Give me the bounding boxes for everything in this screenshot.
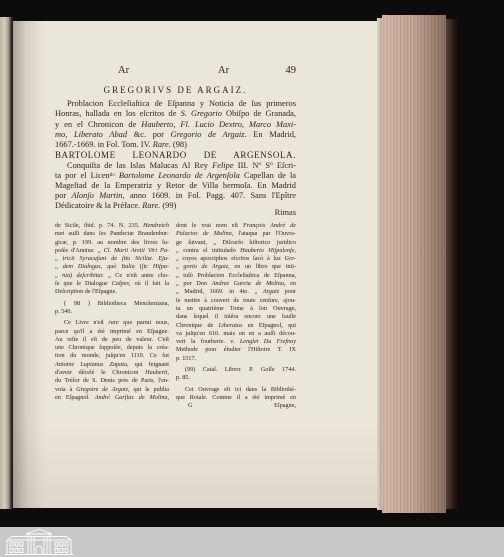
italic-text: nia) deſcribitur. [62, 271, 104, 279]
text-line [55, 255, 169, 263]
roman-text: en [285, 280, 297, 288]
text-line [176, 394, 296, 402]
italic-text: Alonſo Martin, [71, 191, 125, 200]
roman-text: Capellan de la [239, 171, 296, 180]
roman-text: Conquiſta de las Islas Malucas Al Rey [67, 161, 213, 170]
roman-text: Obiſpo de Granada, [221, 109, 296, 119]
text-line [176, 288, 296, 296]
italic-text: Felipe [212, 161, 234, 170]
text-line [176, 330, 296, 338]
paragraph [55, 300, 169, 317]
roman-text: tion du monde, juſqu'en 1119. Ce fut [55, 352, 169, 360]
italic-text: Calpes, [111, 280, 131, 288]
paragraph [55, 319, 169, 402]
text-line [176, 305, 296, 313]
building-logo-icon [4, 528, 74, 556]
text-line [55, 272, 169, 280]
text-line [55, 344, 169, 352]
text-line [176, 313, 296, 321]
roman-text: Ce Livre n'eſt [64, 319, 109, 327]
roman-text: une Chronique ſuppoſée, depuis la créa- [55, 344, 169, 352]
text-line [176, 355, 296, 363]
roman-text: Cet Ouvrage eſt ici dans la Bibliothè- [185, 385, 296, 393]
text-line [55, 230, 169, 238]
italic-text: Lenglet Du Freſnoy [239, 338, 296, 346]
italic-text: tricii Syracuſani de ſitu Siciliæ. Eju- [62, 255, 169, 263]
entry-heading-argaiz: GREGORIVS DE ARGAIZ. [103, 85, 248, 95]
text-line [176, 280, 296, 288]
roman-text: anno 1609. in Fol. Pagg. 407. Sans l'Epître [124, 191, 296, 200]
footer-band [0, 527, 504, 557]
running-head [55, 64, 296, 78]
text-line [176, 297, 296, 305]
catchword-bottom: Eſpagne, [274, 402, 296, 410]
roman-text: pour [279, 288, 296, 296]
running-head-left: Ar [118, 65, 130, 76]
italic-text: Gre- [284, 255, 296, 263]
roman-text: 1667.-1669. in Fol. Tom. IV. [55, 140, 153, 150]
text-line [55, 336, 169, 344]
paragraph [55, 99, 296, 150]
paragraph [176, 366, 296, 383]
roman-text: en Eſpagnol, qui [242, 321, 296, 329]
roman-text: ta un quatrième Tome à ſon Ouvrage, [176, 304, 296, 312]
roman-text: Au reſte il eſt de peu de valeur. C'eſt [55, 335, 169, 343]
roman-text: du Tréſor de S. Denis près de Paris, l'en- [55, 377, 169, 385]
roman-text: parce qu'il a été imprimé en Eſpagne. [55, 327, 169, 335]
roman-text: d'avoir décelé le Chronicon [55, 369, 146, 377]
roman-text: Mageſtad de la Emperatriz y Retor de Villa hermoſa. En Madrid [55, 181, 296, 190]
roman-text: ge ſuivant, „ Diſcurſo hiſtorico juridico [176, 238, 296, 246]
italic-text: gorio de Argaiz, [183, 263, 230, 271]
catchword-rimas: Rimas [274, 208, 296, 217]
italic-text: Hauberto, Fl. Lucio Dextro, Marco Maxi- [141, 119, 296, 129]
roman-text: p. 1517. [176, 354, 197, 362]
text-line [176, 366, 296, 374]
roman-text: où il fait la [130, 280, 170, 288]
italic-text: Rare. [142, 201, 161, 210]
text-line [176, 374, 296, 382]
roman-text: „ Ce n'eſt autre cho- [103, 271, 170, 279]
text-line [55, 109, 296, 119]
roman-text: ſe que le Dialogue [55, 280, 112, 288]
roman-text: (99) [160, 201, 177, 210]
italic-text: dem Dialogus, quò Italia [62, 263, 135, 271]
roman-text: de Sicile, ibid. p. 74. N. 235. [55, 222, 144, 229]
text-line [55, 130, 296, 140]
roman-text: &c. por [127, 129, 171, 139]
text-line [176, 239, 296, 247]
roman-text: „ tulò Problacion Eccleſiaſtica de Eſpanna, [176, 271, 296, 279]
roman-text: Dédicatoire & la Préface. [55, 201, 143, 210]
text-line [55, 239, 169, 247]
roman-text: que Roiale. Comme il a été imprimé en [176, 393, 296, 401]
roman-text: qui feignant [128, 360, 169, 368]
text-line [55, 386, 169, 394]
roman-text: En Madrid, [246, 129, 296, 139]
notes-right-paragraphs [176, 222, 296, 402]
roman-text: „ por Don [176, 280, 212, 288]
text-line [55, 369, 169, 377]
italic-text: Rare. [152, 140, 171, 150]
italic-text: François André de [242, 222, 296, 229]
roman-text: en un libro que inti- [229, 263, 296, 271]
text-line [55, 181, 296, 191]
previous-page-edge [0, 17, 13, 509]
roman-text: (99) Catal. Libror. P. Goſſe 1744. [185, 366, 296, 374]
roman-text: vert la fourberie. v. [176, 338, 240, 346]
signature-line [176, 402, 296, 410]
roman-text: III. Nº Sº Eſcri- [233, 161, 296, 170]
roman-text: ſe mettre à couvert de toute cenſure, ajou- [176, 296, 296, 304]
roman-text: y en el Chronicon de [55, 119, 142, 129]
roman-text: met auſſi dans ſes Pandectæ Brandenbur- [55, 230, 169, 238]
entry-body-argensola [55, 161, 296, 211]
entry-body-argaiz [55, 99, 296, 150]
italic-text: Hendreich [143, 222, 169, 229]
text-line [55, 222, 169, 230]
roman-text: dont le vrai nom eſt [176, 222, 243, 229]
book-cover-edge [446, 19, 458, 509]
italic-text: Gregoire de Argaiz, [76, 385, 130, 393]
text-line [55, 361, 169, 369]
italic-text: Cl. Marii Aretii Viri Pa- [103, 246, 169, 254]
roman-text: (98) [170, 140, 187, 150]
text-line [55, 280, 169, 288]
notes-right-column [176, 222, 296, 411]
text-line [176, 322, 296, 330]
text-line [176, 346, 296, 354]
roman-text: voia à [55, 385, 77, 393]
text-line [55, 288, 169, 296]
italic-text: ſic Hiſpa- [141, 263, 170, 271]
text-line [176, 222, 296, 230]
roman-text: „ [55, 255, 63, 263]
italic-text: Palacios de Molina, [176, 230, 234, 238]
roman-text: va juſqu'en 610. mais on en a auſſi décou- [176, 329, 296, 337]
roman-text: „ contra el intitulado [176, 246, 241, 254]
roman-text: poſés d'Annius: „ [55, 246, 104, 254]
text-line [176, 247, 296, 255]
roman-text: „ cuyos apocriphos eſcritos ſacò à luz [176, 255, 285, 263]
roman-text: Problacion Eccleſiaſtica de Eſpanna y Noticia de ſus primeros [67, 99, 296, 108]
roman-text: l'ataqua par l'Ouvra- [233, 230, 296, 238]
italic-text: Argaiz [262, 288, 280, 296]
text-line [176, 263, 296, 271]
paragraph [176, 386, 296, 403]
roman-text: Methode pour étudier l'Hiſtoire T. IX [176, 346, 296, 354]
italic-text: rare [108, 319, 119, 327]
paragraph [55, 161, 296, 211]
text-line [176, 255, 296, 263]
text-line [176, 338, 296, 346]
roman-text: „ [176, 263, 184, 271]
text-line [55, 247, 169, 255]
roman-text: Deſcription de l'Eſpagne. [55, 288, 117, 296]
text-line [55, 352, 169, 360]
roman-text: „ [55, 263, 63, 271]
italic-text: Andrez Garcia de Molina, [211, 280, 286, 288]
text-line [55, 263, 169, 271]
page-number: 49 [285, 65, 296, 76]
book-fore-edge [382, 15, 446, 513]
roman-text: dans lequel il inſéra encore une fauſſe [176, 313, 296, 321]
roman-text: qui le publia [129, 385, 169, 393]
roman-text: en Eſpagnol. [55, 393, 95, 401]
italic-text: Liberatus [218, 321, 243, 329]
text-line [55, 161, 296, 171]
running-head-center: Ar [218, 65, 230, 76]
roman-text: p. 85. [176, 374, 190, 382]
roman-text: Honras, hallada en los eſcritos de [55, 109, 181, 119]
entry-heading-argensola: BARTOLOME LEONARDO DE ARGENSOLA. [55, 150, 296, 160]
text-line [55, 171, 296, 181]
text-line [55, 377, 169, 385]
italic-text: Antoine Lupianus Zapata, [55, 360, 129, 368]
italic-text: mo, Liberato Abad [55, 129, 128, 139]
text-line [55, 308, 169, 316]
roman-text: que parmi nous, [118, 319, 169, 327]
roman-text: ( 98 ) Bibliotheca Menckeniana, [64, 299, 169, 307]
text-line [55, 300, 169, 308]
italic-text: André Garſias de Molina, [94, 393, 169, 401]
italic-text: Hauberti, [145, 369, 169, 377]
paragraph [55, 222, 169, 297]
text-line [55, 394, 169, 402]
roman-text: p. 540. [55, 307, 73, 315]
roman-text: por [55, 191, 72, 200]
roman-text: gicæ, p. 199. au nombre des livres ſu- [55, 238, 169, 246]
text-line [55, 328, 169, 336]
text-line [176, 272, 296, 280]
roman-text: „ [55, 271, 63, 279]
italic-text: Hauberto Hiſpalenſe, [240, 246, 296, 254]
roman-text: ta por el Licenᵈᵒ [55, 171, 119, 180]
signature-mark: G [188, 402, 193, 410]
roman-text: ( [134, 263, 142, 271]
italic-text: Bartolome Leonardo de Argenſola [118, 171, 240, 180]
text-line [176, 230, 296, 238]
italic-text: Gregorio de Argaiz. [170, 129, 247, 139]
text-line [55, 191, 296, 201]
text-line [55, 319, 169, 327]
notes-left-column [55, 222, 169, 402]
text-line [176, 386, 296, 394]
paragraph [176, 222, 296, 363]
text-line [55, 120, 296, 130]
roman-text: „ Madrid, 1669. in 4to. „ [176, 288, 263, 296]
roman-text: Chronique de [176, 321, 219, 329]
text-line [55, 99, 296, 109]
italic-text: S. Gregorio [180, 109, 222, 119]
